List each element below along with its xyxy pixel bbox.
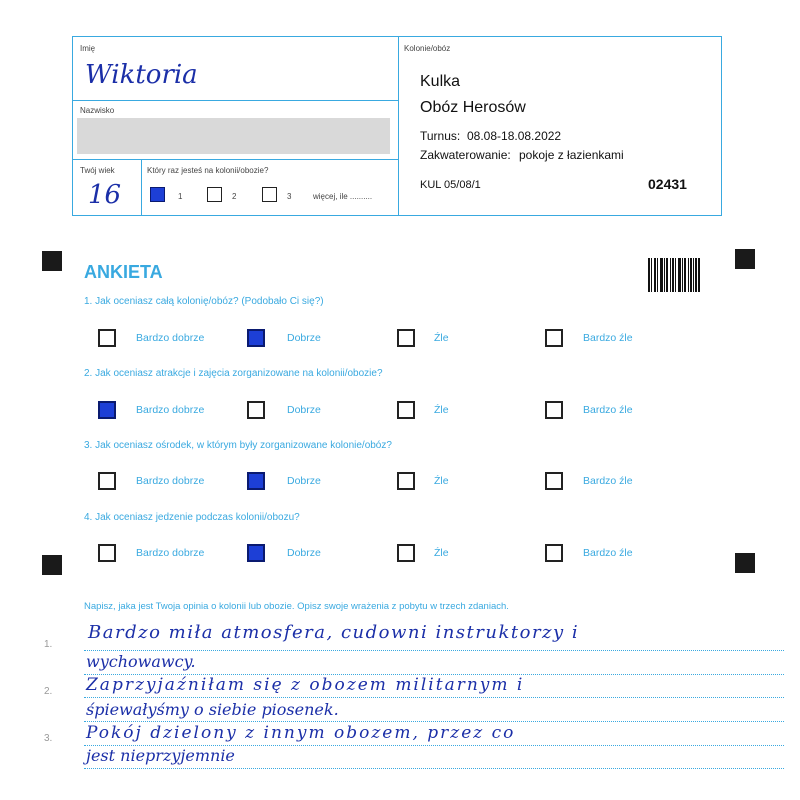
q1-checkbox-bardzo-zle[interactable] [545, 329, 563, 347]
q3-checkbox-zle[interactable] [397, 472, 415, 490]
zakwaterowanie-label: Zakwaterowanie: [420, 148, 511, 162]
registration-marker [42, 555, 62, 575]
wiek-value: 16 [88, 180, 122, 210]
q2-option-dobrze: Dobrze [287, 404, 321, 416]
q3-option-zle: Źle [434, 475, 449, 487]
q4-option-bardzo-dobrze: Bardzo dobrze [136, 547, 205, 559]
writing-line [84, 697, 784, 698]
ktory-raz-option-2: 2 [232, 192, 237, 201]
q2-checkbox-dobrze[interactable] [247, 401, 265, 419]
registration-marker [42, 251, 62, 271]
question-3-text: 3. Jak oceniasz ośrodek, w którym były zorganizowane kolonie/obóz? [84, 440, 392, 451]
q1-option-bardzo-dobrze: Bardzo dobrze [136, 332, 205, 344]
registration-marker [735, 553, 755, 573]
writing-line [84, 721, 784, 722]
ktory-raz-checkbox-2[interactable] [207, 187, 222, 202]
opinion-prompt: Napisz, jaka jest Twoja opinia o kolonii lub obozie. Opisz swoje wrażenia z pobytu w trzech zdaniach. [84, 601, 509, 612]
opinion-line-5: Pokój dzielony z innym obozem, przez co [86, 723, 516, 743]
opinion-line-4: śpiewałyśmy o siebie piosenek. [86, 700, 339, 719]
q1-checkbox-bardzo-dobrze[interactable] [98, 329, 116, 347]
question-1-text: 1. Jak oceniasz całą kolonię/obóz? (Podobało Ci się?) [84, 296, 324, 307]
imie-label: Imię [80, 44, 96, 53]
q4-checkbox-bardzo-dobrze[interactable] [98, 544, 116, 562]
q4-checkbox-bardzo-zle[interactable] [545, 544, 563, 562]
q4-checkbox-zle[interactable] [397, 544, 415, 562]
oboz-name: Obóz Herosów [420, 99, 526, 116]
line-number-2: 2. [44, 686, 53, 697]
q4-option-bardzo-zle: Bardzo źle [583, 547, 633, 559]
header-line [72, 100, 398, 101]
kolonie-name: Kulka [420, 73, 461, 90]
q3-option-dobrze: Dobrze [287, 475, 321, 487]
barcode-icon [648, 258, 700, 292]
q3-checkbox-dobrze[interactable] [247, 472, 265, 490]
q3-checkbox-bardzo-dobrze[interactable] [98, 472, 116, 490]
header-line [141, 159, 142, 216]
nazwisko-label: Nazwisko [80, 106, 115, 115]
q2-checkbox-bardzo-zle[interactable] [545, 401, 563, 419]
q2-checkbox-zle[interactable] [397, 401, 415, 419]
kolonie-label: Kolonie/obóz [404, 44, 451, 53]
opinion-line-6: jest nieprzyjemnie [86, 746, 235, 765]
q3-checkbox-bardzo-zle[interactable] [545, 472, 563, 490]
ktory-raz-checkbox-3[interactable] [262, 187, 277, 202]
numer: 02431 [648, 176, 687, 192]
turnus-value: 08.08-18.08.2022 [467, 129, 562, 143]
opinion-line-3: Zaprzyjaźniłam się z obozem militarnym i [86, 675, 525, 695]
q1-checkbox-dobrze[interactable] [247, 329, 265, 347]
q2-option-bardzo-zle: Bardzo źle [583, 404, 633, 416]
header-divider [398, 36, 399, 216]
question-4-text: 4. Jak oceniasz jedzenie podczas kolonii/obozu? [84, 512, 300, 523]
q1-option-dobrze: Dobrze [287, 332, 321, 344]
turnus-label: Turnus: [420, 129, 461, 143]
redacted-surname [77, 118, 390, 154]
line-number-1: 1. [44, 639, 53, 650]
ktory-raz-option-3: 3 [287, 192, 292, 201]
ktory-raz-checkbox-1[interactable] [150, 187, 165, 202]
q3-option-bardzo-dobrze: Bardzo dobrze [136, 475, 205, 487]
q2-option-bardzo-dobrze: Bardzo dobrze [136, 404, 205, 416]
ktory-raz-label: Który raz jesteś na kolonii/obozie? [147, 166, 269, 175]
ktory-raz-option-1: 1 [178, 192, 183, 201]
question-2-text: 2. Jak oceniasz atrakcje i zajęcia zorganizowane na kolonii/obozie? [84, 368, 383, 379]
q3-option-bardzo-zle: Bardzo źle [583, 475, 633, 487]
q4-option-zle: Źle [434, 547, 449, 559]
registration-marker [735, 249, 755, 269]
q4-option-dobrze: Dobrze [287, 547, 321, 559]
q1-option-bardzo-zle: Bardzo źle [583, 332, 633, 344]
writing-line [84, 650, 784, 651]
imie-value: Wiktoria [85, 60, 198, 90]
kod: KUL 05/08/1 [420, 179, 481, 191]
survey-title: ANKIETA [84, 262, 163, 282]
zakwaterowanie-value: pokoje z łazienkami [519, 148, 624, 162]
wiecej-label: więcej, ile .......... [313, 192, 373, 201]
q2-option-zle: Źle [434, 404, 449, 416]
line-number-3: 3. [44, 733, 53, 744]
q1-checkbox-zle[interactable] [397, 329, 415, 347]
header-line [72, 159, 398, 160]
opinion-line-2: wychowawcy. [86, 652, 196, 671]
q1-option-zle: Źle [434, 332, 449, 344]
q4-checkbox-dobrze[interactable] [247, 544, 265, 562]
wiek-label: Twój wiek [80, 166, 115, 175]
q2-checkbox-bardzo-dobrze[interactable] [98, 401, 116, 419]
writing-line [84, 768, 784, 769]
opinion-line-1: Bardzo miła atmosfera, cudowni instruktorzy i [88, 622, 580, 643]
